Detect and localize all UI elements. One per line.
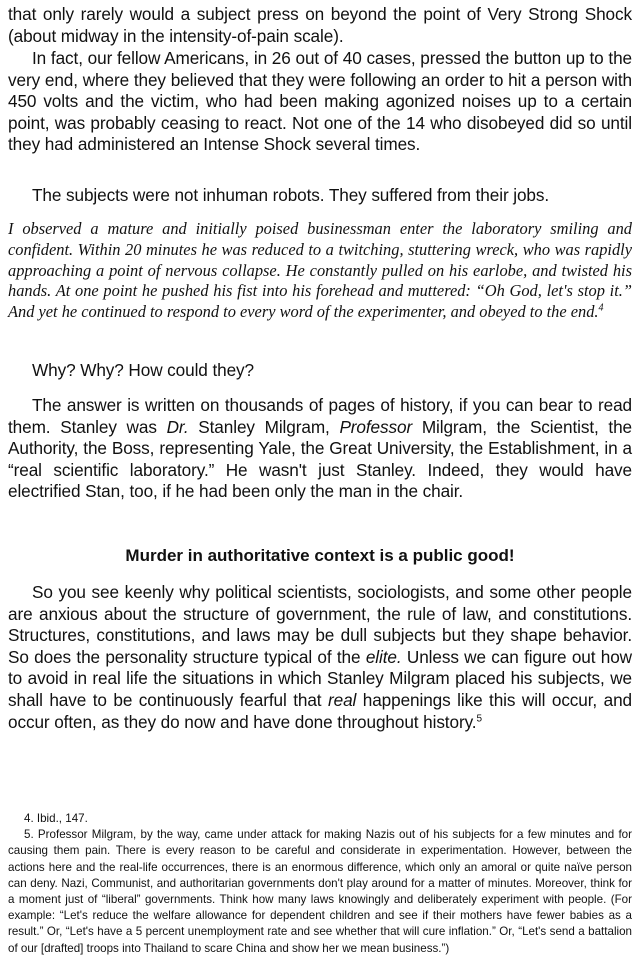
answer-text-a: The answer is written on thousands of pages of history, if you can bear to read them. Stanley was bbox=[8, 395, 632, 437]
footnote-4: 4. Ibid., 147. bbox=[24, 812, 88, 825]
answer-text-b: Stanley Milgram, bbox=[188, 416, 340, 437]
paragraph-subjects: The subjects were not inhuman robots. They suffered from their jobs. bbox=[32, 185, 550, 205]
structure-text-a: So you see keenly why political scientists, sociologists, and some other people are anxious about the structure of government, the rule of law, and constitutions. Structures, constitutions, and laws may be dull subjects but they shape behavior. So does the personality structure typical of the bbox=[8, 582, 632, 667]
structure-text-b: Unless we can figure out how to avoid in real life the situations in which Stanley Milgram placed his subjects, we shall have to be continuously fearful that bbox=[8, 646, 632, 710]
footnote-5: 5. Professor Milgram, by the way, came under attack for making Nazis out of his subjects for a few minutes and for causing them pain. There is every reason to be careful and considerate in experimentation. However, between the actions here and the real-life occurrences, there is an enormous difference, which only an amoral or quite naïve person can deny. Nazi, Communist, and authoritarian governments don't play around for a matter of minutes. Moreover, think for a moment just of “liberal” governments. Think how many laws knowingly and deliberately experiment with people. (For example: “Let's reduce the welfare allowance for dependent children and see if their mothers have fewer babies as a result.” Or, “Let's have a 5 percent unemployment rate and see whether that will cure inflation.” Or, “Let's send a battalion of our [drafted] troops into Thailand to scare China and show her we mean business.”) bbox=[8, 828, 632, 955]
structure-real: real bbox=[327, 689, 357, 710]
paragraph-results: In fact, our fellow Americans, in 26 out of 40 cases, pressed the button up to the very end, where they believed that they were following an order to hit a person with 450 volts and the victim, who had been making agonized noises up to a certain point, was probably ceasing to react. Not one of the 14 who disobeyed did so until they had administered an Intense Shock several times. bbox=[8, 48, 632, 155]
paragraph-answer bbox=[8, 395, 632, 503]
structure-text-c: happenings like this will occur, and occur often, as they do now and have done throughout history. bbox=[8, 689, 632, 732]
paragraph-structure bbox=[8, 582, 632, 733]
section-heading: Murder in authoritative context is a public good! bbox=[125, 546, 515, 565]
footnote-ref-5: 5 bbox=[476, 712, 482, 724]
quote-text: I observed a mature and initially poised businessman enter the laboratory smiling and confident. Within 20 minutes he was reduced to a twitching, stuttering wreck, who was rapidly approaching a point of nervous collapse. He constantly pulled on his earlobe, and twisted his hands. At one point he pushed his fist into his forehead and muttered: “Oh God, let's stop it.” And yet he continued to respond to every word of the experimenter, and obeyed to the end. bbox=[8, 219, 632, 322]
answer-dr: Dr. bbox=[166, 416, 189, 437]
structure-elite: elite. bbox=[365, 646, 402, 667]
answer-professor: Professor bbox=[339, 416, 413, 437]
block-quote bbox=[8, 219, 632, 323]
footnote-ref-4: 4 bbox=[598, 302, 604, 314]
paragraph-continuation: that only rarely would a subject press on beyond the point of Very Strong Shock (about midway in the intensity-of-pain scale). bbox=[8, 4, 632, 46]
paragraph-question: Why? Why? How could they? bbox=[32, 360, 254, 380]
answer-text-c: Milgram, the Scientist, the Authority, the Boss, representing Yale, the Great University, the Establishment, in a “real scientific laboratory.” He wasn't just Stanley. Indeed, they would have electrified Stan, too, if he had been only the man in the chair. bbox=[8, 416, 632, 502]
footnotes bbox=[8, 811, 632, 957]
